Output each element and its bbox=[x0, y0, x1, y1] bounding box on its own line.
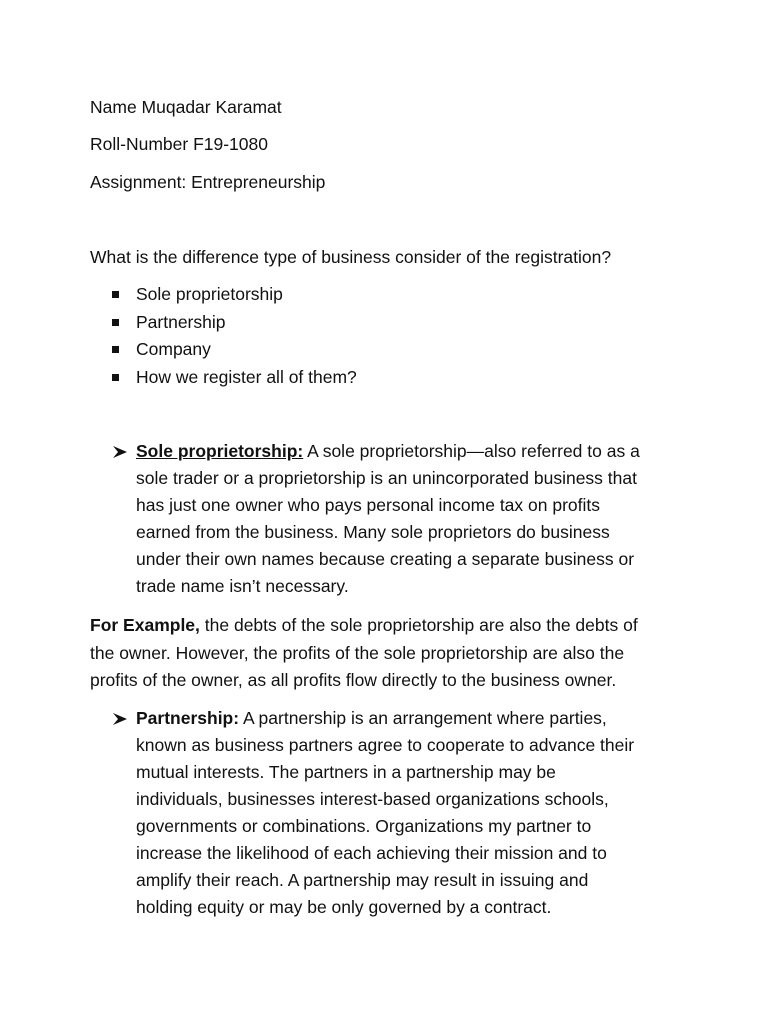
partnership-section bbox=[112, 705, 692, 921]
paragraph-line: under their own names because creating a separate business or bbox=[136, 549, 635, 569]
sole-proprietorship-section bbox=[112, 438, 692, 600]
question-text: What is the difference type of business consider of the registration? bbox=[90, 247, 612, 267]
square-bullet-icon bbox=[112, 374, 119, 381]
business-types-list bbox=[112, 281, 357, 391]
square-bullet-icon bbox=[112, 291, 119, 298]
list-item bbox=[112, 281, 357, 309]
example-paragraph bbox=[90, 612, 690, 695]
paragraph-line: profits of the owner, as all profits flow directly to the business owner. bbox=[90, 670, 617, 690]
paragraph-line: known as business partners agree to cooperate to advance their bbox=[136, 735, 635, 755]
sole-proprietorship-body bbox=[136, 438, 692, 600]
paragraph-line: mutual interests. The partners in a partnership may be bbox=[136, 762, 556, 782]
list-item bbox=[112, 364, 357, 392]
list-item-label: Partnership bbox=[136, 311, 226, 332]
paragraph-line: individuals, businesses interest-based organizations schools, bbox=[136, 789, 609, 809]
square-bullet-icon bbox=[112, 346, 119, 353]
paragraph-line: the debts of the sole proprietorship are also the debts of bbox=[199, 615, 638, 635]
list-item bbox=[112, 309, 357, 337]
paragraph-line: sole trader or a proprietorship is an unincorporated business that bbox=[136, 468, 637, 488]
example-label: For Example, bbox=[90, 615, 200, 635]
partnership-heading: Partnership: bbox=[136, 708, 240, 728]
partnership-body bbox=[136, 705, 692, 921]
student-name-line: Name Muqadar Karamat bbox=[90, 97, 282, 117]
list-item bbox=[112, 336, 357, 364]
sole-proprietorship-heading: Sole proprietorship: bbox=[136, 441, 304, 461]
paragraph-line: holding equity or may be only governed by a contract. bbox=[136, 897, 552, 917]
paragraph-line: trade name isn’t necessary. bbox=[136, 576, 349, 596]
paragraph-line: earned from the business. Many sole proprietors do business bbox=[136, 522, 610, 542]
square-bullet-icon bbox=[112, 319, 119, 326]
arrow-bullet-icon bbox=[112, 712, 128, 726]
list-item-label: Company bbox=[136, 339, 211, 359]
roll-number-line: Roll-Number F19-1080 bbox=[90, 134, 268, 154]
list-item-label: How we register all of them? bbox=[136, 366, 357, 387]
paragraph-line: A partnership is an arrangement where parties, bbox=[239, 708, 607, 728]
list-item-label: Sole proprietorship bbox=[136, 284, 283, 304]
paragraph-line: the owner. However, the profits of the sole proprietorship are also the bbox=[90, 642, 625, 663]
paragraph-line: amplify their reach. A partnership may result in issuing and bbox=[136, 870, 589, 890]
assignment-line: Assignment: Entrepreneurship bbox=[90, 172, 326, 192]
paragraph-line: has just one owner who pays personal income tax on profits bbox=[136, 495, 601, 515]
paragraph-line: A sole proprietorship—also referred to as a bbox=[303, 441, 640, 461]
paragraph-line: increase the likelihood of each achieving their mission and to bbox=[136, 843, 607, 863]
paragraph-line: governments or combinations. Organizations my partner to bbox=[136, 816, 592, 836]
arrow-bullet-icon bbox=[112, 445, 128, 459]
